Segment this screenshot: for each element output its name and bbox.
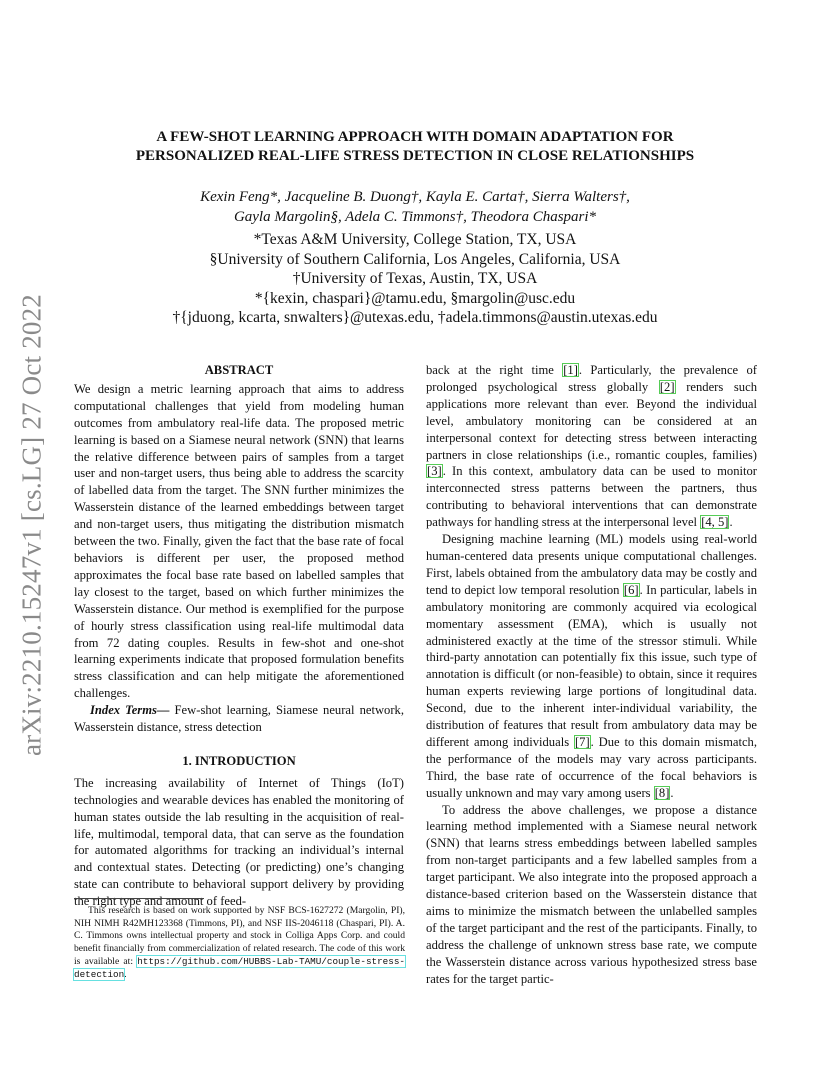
text-run: . In particular, labels in ambulatory monitoring are commonly acquired via ecological momentary assessment (EMA), which is usually not administered exactly at the time of the stressor stimuli. While third-party annotation can potentially fix this issue, such type of annotation is difficult (or non-feasible) to obtain, since it requires human experts reviewing large portions of longitudinal data. Second, due to the inherent inter-individual variability, the distribution of features that result from ambulatory data may be different among individuals: [426, 582, 757, 749]
text-run: . Particularly, the prevalence of prolonged psychological stress globally: [426, 363, 757, 394]
right-column: [426, 362, 757, 988]
citation-link[interactable]: [6]: [623, 582, 639, 597]
citation-link[interactable]: [7]: [574, 734, 590, 749]
paper-title-line-2: PERSONALIZED REAL-LIFE STRESS DETECTION IN CLOSE RELATIONSHIPS: [135, 148, 695, 164]
text-run: .: [670, 785, 674, 800]
arxiv-identifier-text: arXiv:2210.15247v1 [cs.LG] 27 Oct 2022: [16, 293, 47, 757]
author-line-1: Kexin Feng*, Jacqueline B. Duong†, Kayla E. Carta†, Sierra Walters†,: [200, 189, 630, 205]
citation-link[interactable]: [1]: [563, 363, 578, 377]
author-list: [80, 187, 750, 227]
emails-utexas: †{jduong, kcarta, snwalters}@utexas.edu, †adela.timmons@austin.utexas.edu: [172, 309, 658, 326]
right-paragraph-3: To address the above challenges, we propose a distance learning method implemented with a Siamese neural network (SNN) that learns stress embeddings between labelled samples from non-target participants and a few labelled samples from a target participant. We also integrate into the proposed approach a distance-based criterion based on the Wasserstein distance that aims to minimize the mismatch between the unlabelled samples of the target participant and the rest of the participants. Finally, to address the challenge of unknown stress base rate, we compute the Wasserstein distance across various hypothesized stress base rates for the target partic-: [426, 802, 757, 986]
text-run: . In this context, ambulatory data can be used to monitor interconnected stress patterns between the partners, thus contributing to behavioral interventions that can demonstrate pathways for handling stress at the interpersonal level: [426, 464, 757, 530]
github-link[interactable]: https://github.com/HUBBS-Lab-TAMU/couple-stress-detection: [74, 955, 405, 980]
text-run: renders such applications more relevant than ever. Beyond the individual level, ambulatory monitoring can be considered at an interpersonal context for detecting stress between interacting partners in close relationships (i.e., romantic couples, families): [426, 379, 757, 462]
citation-link[interactable]: [4, 5]: [701, 515, 729, 530]
left-column: [74, 362, 404, 910]
abstract-heading: ABSTRACT: [204, 363, 274, 377]
text-run: .: [729, 515, 733, 530]
right-paragraph-1: [426, 362, 757, 531]
emails-tamu-usc: *{kexin, chaspari}@tamu.edu, §margolin@usc.edu: [254, 289, 576, 307]
citation-link[interactable]: [2]: [659, 379, 675, 394]
affiliation-usc: §University of Southern California, Los Angeles, California, USA: [209, 250, 621, 268]
arxiv-identifier: [14, 290, 50, 760]
index-terms: [74, 702, 404, 736]
paper-title: [80, 128, 750, 166]
introduction-heading: 1. INTRODUCTION: [182, 753, 296, 768]
author-line-2: Gayla Margolin§, Adela C. Timmons†, Theodora Chaspari*: [233, 209, 597, 225]
citation-link[interactable]: [8]: [654, 785, 670, 800]
footnote: [74, 905, 405, 981]
footnote-divider: [74, 898, 204, 899]
text-run: . Due to this domain mismatch, the performance of the models may vary across participants. Third, the base rate of occurrence of the focal behaviors is usually unknown and may vary among users: [426, 734, 757, 800]
affiliation-tamu: *Texas A&M University, College Station, TX, USA: [253, 231, 577, 248]
footnote-text: This research is based on work supported by NSF BCS-1627272 (Margolin, PI), NIH NIMH R42MH123368 (Timmons, PI), and NSF IIS-2046118 (Chaspari, PI). A. C. Timmons owns intellectual property and stock in Colliga Apps Corp. and could benefit financially from commercialization of related research. The code of this work is available at:: [74, 905, 405, 967]
introduction-paragraph-1: The increasing availability of Internet of Things (IoT) technologies and wearable devices has enabled the monitoring of human states outside the lab resulting in the acquisition of real-life, multimodal, temporal data, that can serve as the foundation for automated algorithms for tracking an individual’s internal and contextual states. Detecting (or predicting) one’s changing state can contribute to behavioral support delivery by providing the right type and amount of feed-: [74, 775, 404, 909]
right-paragraph-2: [426, 531, 757, 802]
footnote-end: .: [124, 968, 127, 980]
text-run: Designing machine learning (ML) models using real-world human-centered data presents unique computational challenges. First, labels obtained from the ambulatory data may be costly and tend to depict low temporal resolution: [426, 532, 757, 597]
affiliations: [80, 230, 750, 328]
affiliation-ut-austin: †University of Texas, Austin, TX, USA: [292, 270, 538, 287]
abstract-text: We design a metric learning approach that aims to address computational challenges that yield from modeling human outcomes from ambulatory real-life data. The proposed metric learning is based on a Siamese neural network (SNN) that learns the relative difference between pairs of samples from a target user and non-target users, thus being able to address the scarcity of labelled data from the target. The SNN further minimizes the Wasserstein distance of the learned embeddings between target and non-target users, thus mitigating the distribution mismatch between the two. Finally, given the fact that the base rate of focal behaviors is different per user, the proposed method approximates the focal base rate based on labelled samples that lay closest to the target, based on which further minimizes the Wasserstein distance. Our method is exemplified for the purpose of hourly stress classification using real-life multimodal data from 72 dating couples. Results in few-shot and one-shot learning experiments indicate that proposed formulation benefits stress classification and can help mitigate the aforementioned challenges.: [74, 381, 404, 701]
index-terms-text: Few-shot learning, Siamese neural network, Wasserstein distance, stress detection: [74, 703, 404, 735]
text-run: back at the right time: [426, 363, 563, 377]
paper-title-line-1: A FEW-SHOT LEARNING APPROACH WITH DOMAIN ADAPTATION FOR: [156, 129, 674, 145]
citation-link[interactable]: [3]: [427, 464, 442, 479]
index-terms-label: Index Terms—: [90, 703, 170, 718]
